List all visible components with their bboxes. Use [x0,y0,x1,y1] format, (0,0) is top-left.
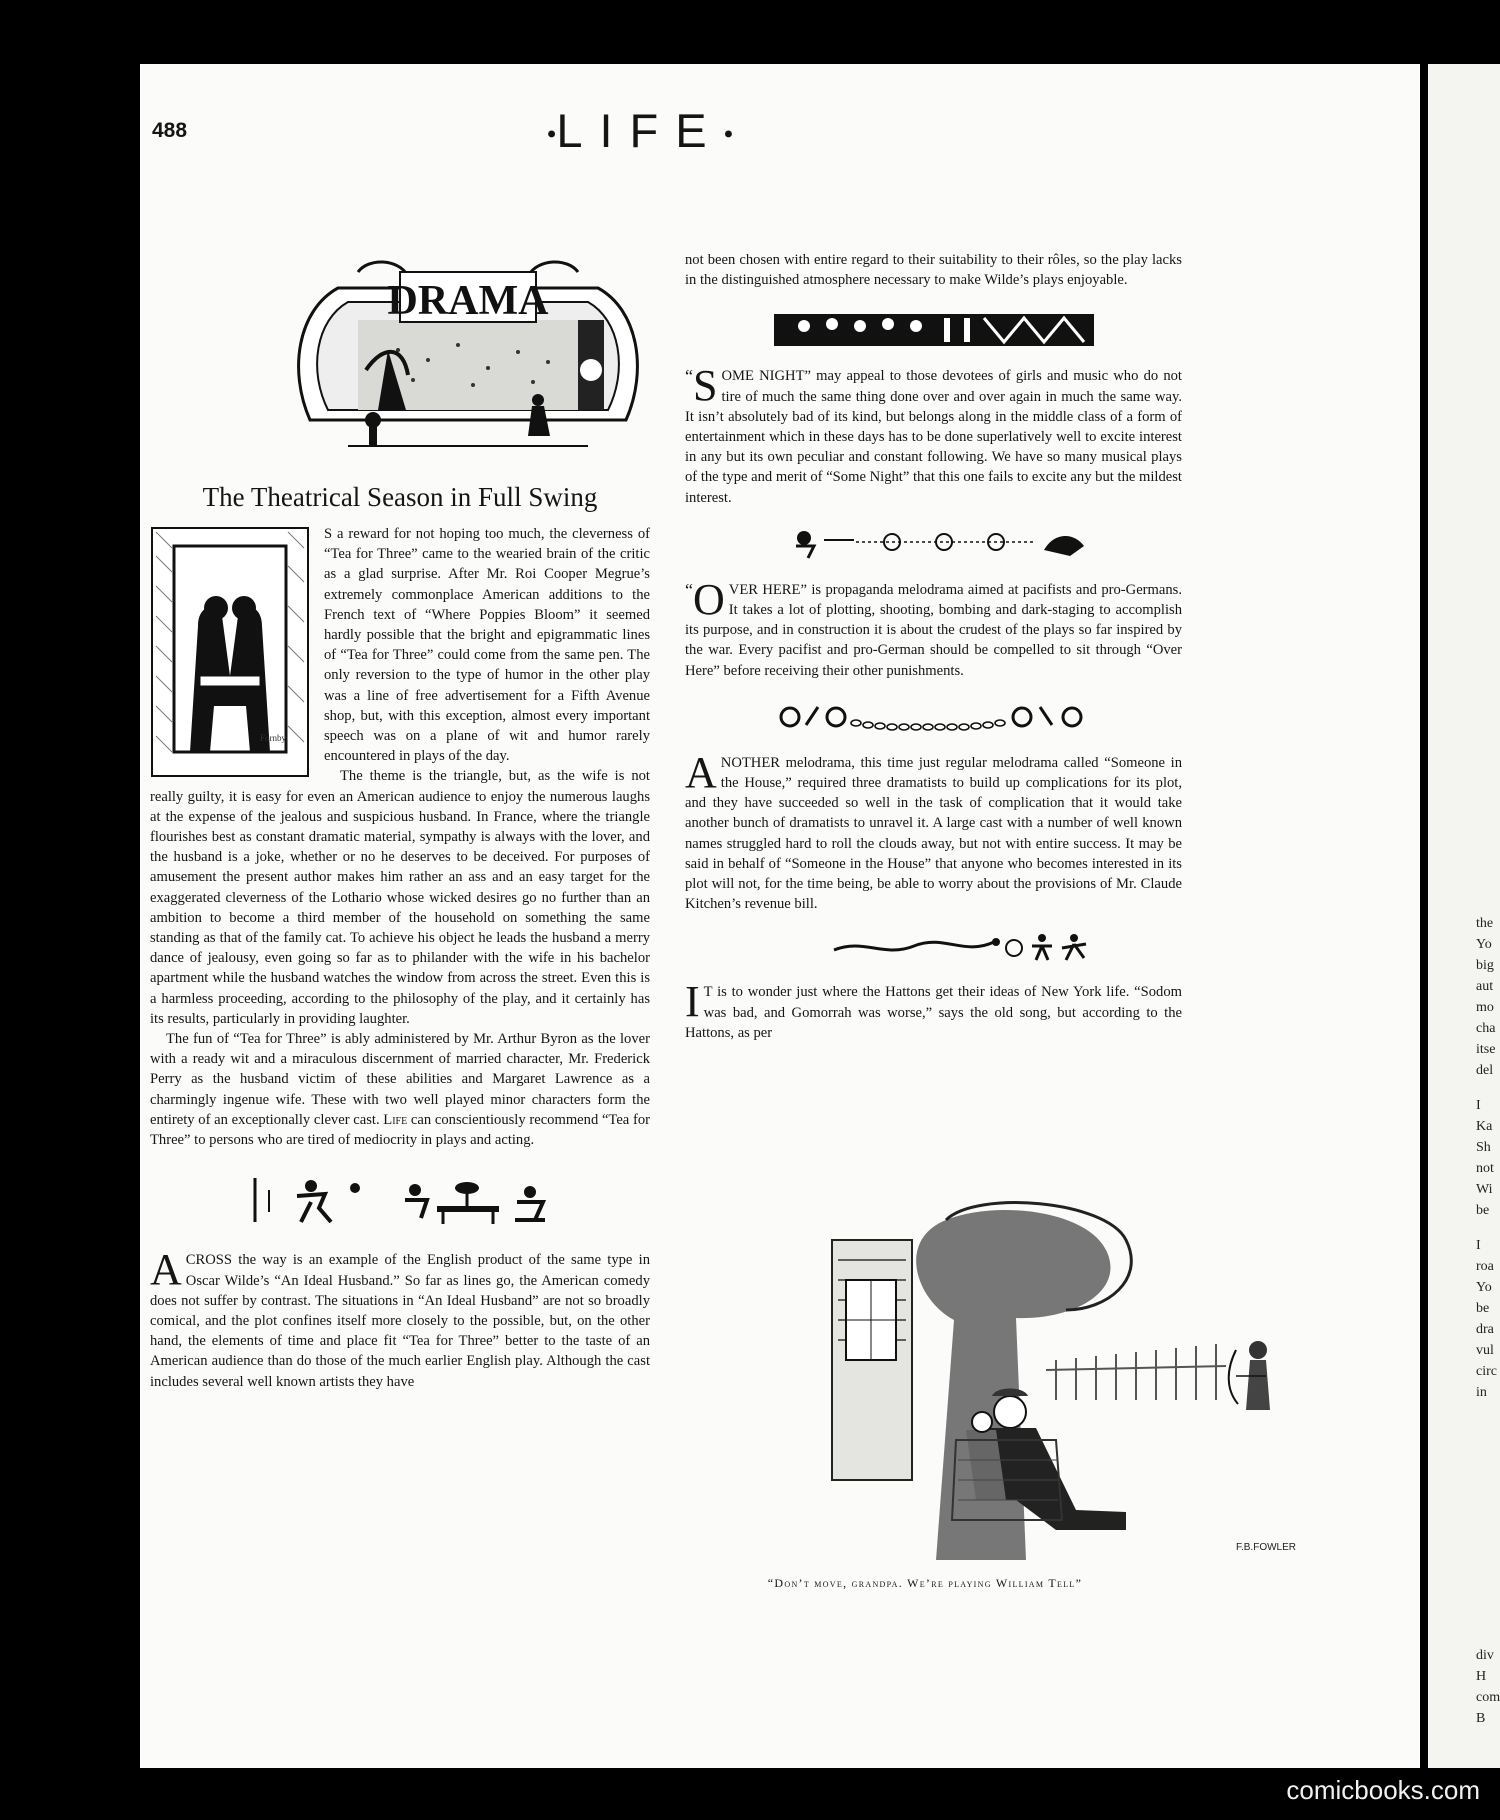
masthead-dot-right: ● [723,125,734,143]
adjacent-page-fragment: big [1476,958,1494,973]
intro-text: S a reward for not hoping too much, the cleverness of “Tea for Three” came to the wearied brain of the critic as a glad surprise. After Mr. Roi Cooper Megrue’s extremely commonplace American additions to the French text of “Where Poppies Bloom” it seemed hardly possible that the bright and epigrammatic lines of “Tea for Three” could come from the same pen. The only reversion to the type of humor in the other play was a line of free advertisement for a Fifth Avenue shop, but, with this exception, almost every important speech was on a plane of wit and humor rarely encountered in plays of the day. [324,526,650,765]
some-night-text: ” may appeal to those devotees of girls and music who do not tire of much the same thing done over and over again in much the same way. It isn’t absolutely bad of its kind, but belongs along in the middle class of a form of entertainment which in these days has to be done superlatively well to excite interest in any but its own peculiar and constant following. We have so many musical plays of the type and merit of “Some Night” that this one fails to excite any but the mildest interest. [685,368,1182,506]
over-here-dropcap: O [693,574,725,624]
adjacent-page-fragment: com [1476,1690,1500,1705]
chorus-line-ornament [774,308,1094,352]
drama-title: DRAMA [387,278,549,324]
some-night-paragraph [685,361,1182,507]
adjacent-page-fragment: the [1476,916,1494,931]
adjacent-page-fragment: aut [1476,979,1494,994]
another-lead: NOTHER [720,754,780,771]
masthead-title: LIFE [556,104,724,157]
adjacent-page-fragment: Yo [1476,1280,1492,1295]
cartoon-caption: “Don’t move, grandpa. We’re playing William Tell” [767,1576,1083,1590]
hattons-paragraph [685,977,1182,1043]
some-night-open-quote: “ [685,366,693,387]
illustration-signature: Fornby [260,733,287,743]
snake-figures-ornament [774,928,1094,964]
ideal-text: the way is an example of the English product of the same type in Oscar Wilde’s “An Ideal Husband.” So far as lines go, the American comedy does not suffer by contrast. The situations in “An Ideal Husband” are not so broadly comical, and the plot confines itself more closely to the possible, but, on the other hand, the elements of time and place fit “Tea for Three” better to the taste of an American audience than do those of the much earlier English play. Although the cast includes several well known artists they have [150,1252,650,1390]
adjacent-page-fragment: mo [1476,1000,1494,1015]
adjacent-page-fragment: cha [1476,1021,1496,1036]
right-column [685,0,1182,1043]
triangle-paragraph: The theme is the triangle, but, as the wife is not really guilty, it is easy for even an American audience to enjoy the numerous laughs at the expense of the jealous and suspicious husband. In France, where the triangle flourishes best as constant dramatic material, sympathy is always with the lover, and the husband is a joke, whether or no he deserves to be deceived. For purposes of amusement the present author makes him rather an ass and an easy target for the exaggerated cleverness of the Lothario whose wicked desires go no further than an ambition to become a third member of the household on something the same standing as that of the family cat. To achieve his object he leads the husband a merry dance of jealousy, even going so far as to philander with the wife in his bachelor apartment while the husband watches the window from across the street. Even this is a harmless proceeding, according to the philosophy of the play, and it certainly has its results, particularly in providing laughter. [150,768,650,1027]
adjacent-page-fragment: itse [1476,1042,1496,1057]
adjacent-page-fragment: roa [1476,1259,1494,1274]
william-tell-cartoon [826,1200,1330,1562]
hattons-dropcap: I [685,977,700,1027]
ideal-lead: CROSS [185,1252,233,1269]
adjacent-page-fragment: I [1476,1238,1481,1253]
continuation-paragraph: not been chosen with entire regard to their suitability to their rôles, so the play lacks in the distinguished atmosphere necessary to make Wilde’s plays enjoyable. [685,252,1182,289]
masthead-dot-left: ● [546,125,557,143]
cast-text: The fun of “Tea for Three” is ably administered by Mr. Arthur Byron as the lover with a ready wit and a miraculous discernment of married character, Mr. Frederick Perry as the husband victim of these abilities and Margaret Lawrence as a charmingly ingenue wife. These with two well played minor characters form the entirety of an exceptionally clever cast. [150,1031,650,1128]
adjacent-page-edge [1428,64,1500,1768]
adjacent-page-fragment: Ka [1476,1119,1493,1134]
someone-in-house-paragraph [685,747,1182,915]
cast-paragraph [150,1029,650,1150]
chase-figures-ornament [774,522,1094,562]
life-smallcaps: Life [383,1111,408,1128]
adjacent-page-fragment: in [1476,1385,1487,1400]
hattons-text: T is to wonder just where the Hattons get their ideas of New York life. “Sodom was bad, and Gomorrah was worse,” says the old song, but according to the Hattons, as per [685,984,1182,1041]
adjacent-page-fragment: vul [1476,1343,1494,1358]
ideal-husband-paragraph [150,1245,650,1391]
adjacent-page-fragment: H [1476,1669,1487,1684]
chain-handcuffs-ornament [774,695,1094,735]
ideal-dropcap: A [150,1245,182,1295]
headline: The Theatrical Season in Full Swing [202,482,598,512]
adjacent-page-fragment: be [1476,1203,1490,1218]
another-dropcap: A [685,747,717,797]
kissing-couple-illustration [150,526,310,778]
recommend-text: can conscientiously recommend “Tea for Three” to persons who are tired of mediocrity in plays and acting. [150,1111,650,1149]
over-here-open-quote: “ [685,579,693,600]
over-here-text: ” is propaganda melodrama aimed at pacifists and pro-Germans. It takes a lot of plotting, shooting, bombing and dark-staging to accomplish its purpose, and in construction it is about the crudest of the plays so far inspired by the war. Every pacifist and pro-German should be compelled to sit through “Over Here” before receiving their other punishments. [685,581,1182,679]
adjacent-page-fragment: Yo [1476,937,1492,952]
adjacent-page-fragment: del [1476,1063,1494,1078]
another-text: melodrama, this time just regular melodrama called “Someone in the House,” required three dramatists to build up complications for its plot, and they have succeeded so well in the task of complication that it would take another bunch of dramatists to unravel it. A large cast with a number of well known names struggled hard to roll the clouds away, but not with entire success. It may be said in behalf of “Someone in the House” that anyone who becomes interested in its plot will not, for the time being, be able to worry about the provisions of Mr. Claude Kitchen’s revenue bill. [685,754,1182,913]
over-here-lead: VER HERE [728,581,801,598]
watermark: comicbooks.com [1286,1775,1480,1805]
fencing-figures-ornament [245,1172,555,1228]
page-number: 488 [152,119,188,142]
over-here-paragraph [685,574,1182,681]
some-night-dropcap: S [693,361,718,411]
left-column [150,0,650,1392]
adjacent-page-fragment: Wi [1476,1182,1493,1197]
adjacent-page-fragment: B [1476,1711,1486,1726]
cartoon-signature: F.B.FOWLER [1235,1542,1296,1553]
adjacent-page-fragment: be [1476,1301,1490,1316]
some-night-lead: OME NIGHT [721,368,805,385]
adjacent-page-fragment: div [1476,1648,1494,1663]
adjacent-page-fragment: I [1476,1098,1481,1113]
adjacent-page-fragment: not [1476,1161,1494,1176]
adjacent-page-fragment: circ [1476,1364,1497,1379]
adjacent-page-fragment: dra [1476,1322,1494,1337]
adjacent-page-fragment: Sh [1476,1140,1491,1155]
